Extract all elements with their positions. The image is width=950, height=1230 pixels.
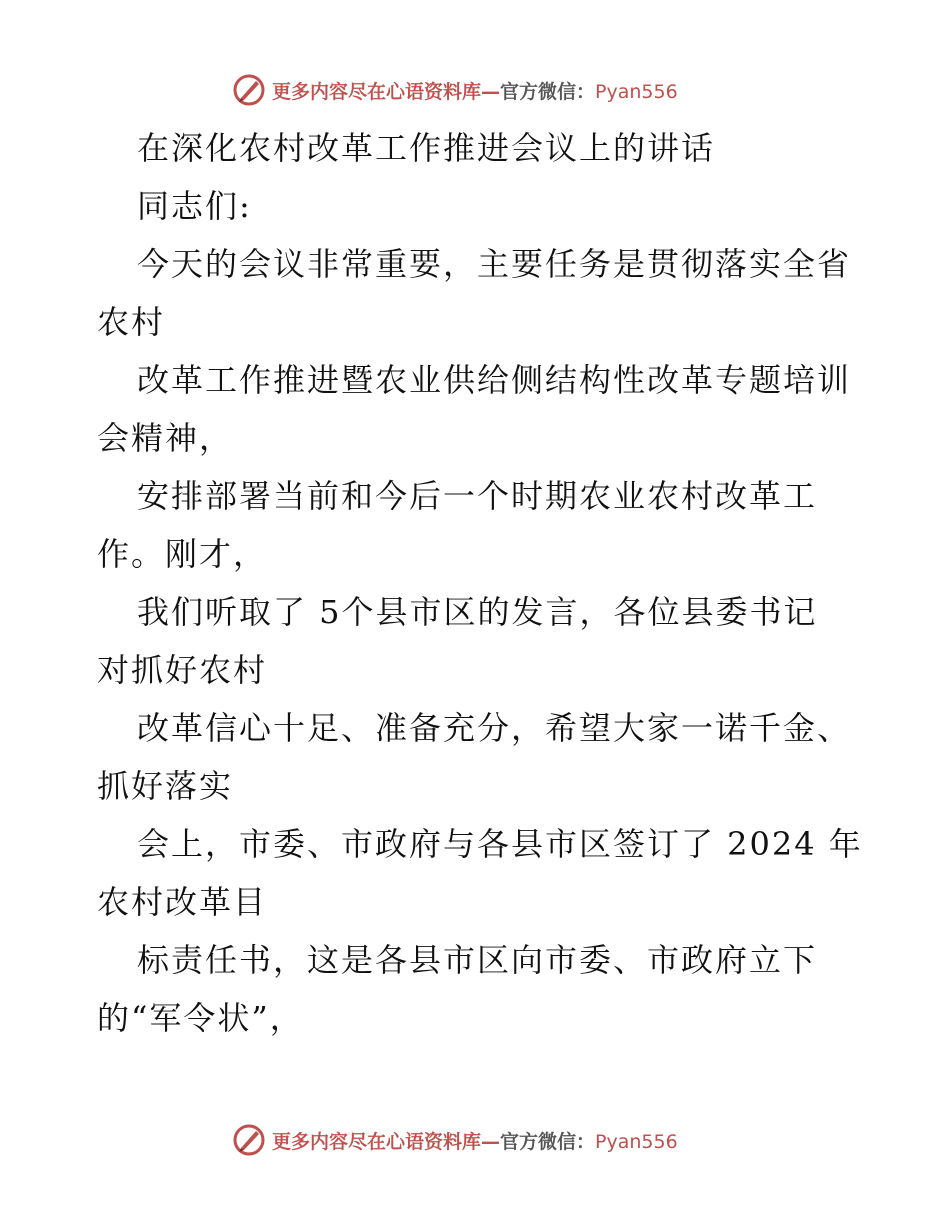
text-line: 改革工作推进暨农业供给侧结构性改革专题培训 xyxy=(137,361,852,399)
text-line: 作。刚才， xyxy=(97,535,268,573)
watermark-text xyxy=(272,1127,678,1154)
text-line: 今天的会议非常重要，主要任务是贯彻落实全省 xyxy=(137,245,852,283)
text-line: 在深化农村改革工作推进会议上的讲话 xyxy=(137,129,716,167)
watermark-text xyxy=(272,77,678,104)
text-line: 标责任书，这是各县市区向市委、市政府立下 xyxy=(137,941,818,979)
text-line: 农村改革目 xyxy=(97,883,268,921)
watermark-site: 更多内容尽在心语资料库— xyxy=(272,1130,501,1153)
watermark-site: 更多内容尽在心语资料库— xyxy=(272,80,501,103)
text-line: 抓好落实 xyxy=(97,767,234,805)
text-line: 安排部署当前和今后一个时期农业农村改革工 xyxy=(137,477,818,515)
watermark-wechat-label: 官方微信： xyxy=(500,1130,596,1153)
footer-watermark xyxy=(232,1122,678,1158)
text-line: 我们听取了 5个县市区的发言，各位县委书记 xyxy=(137,593,818,631)
pen-logo-icon xyxy=(232,73,266,107)
text-line: 会精神， xyxy=(97,419,234,457)
header-watermark xyxy=(232,72,678,108)
watermark-wechat-id: Pyan556 xyxy=(595,1130,678,1153)
text-line: 改革信心十足、准备充分，希望大家一诺千金、 xyxy=(137,709,852,747)
text-line: 对抓好农村 xyxy=(97,651,268,689)
text-line: 会上，市委、市政府与各县市区签订了 2024 年 xyxy=(137,825,863,863)
watermark-wechat-label: 官方微信： xyxy=(500,80,596,103)
pen-logo-icon xyxy=(232,1123,266,1157)
text-line: 的“军令状”， xyxy=(97,999,304,1037)
watermark-wechat-id: Pyan556 xyxy=(595,80,678,103)
text-line: 农村 xyxy=(97,303,166,341)
text-line: 同志们: xyxy=(137,187,252,225)
